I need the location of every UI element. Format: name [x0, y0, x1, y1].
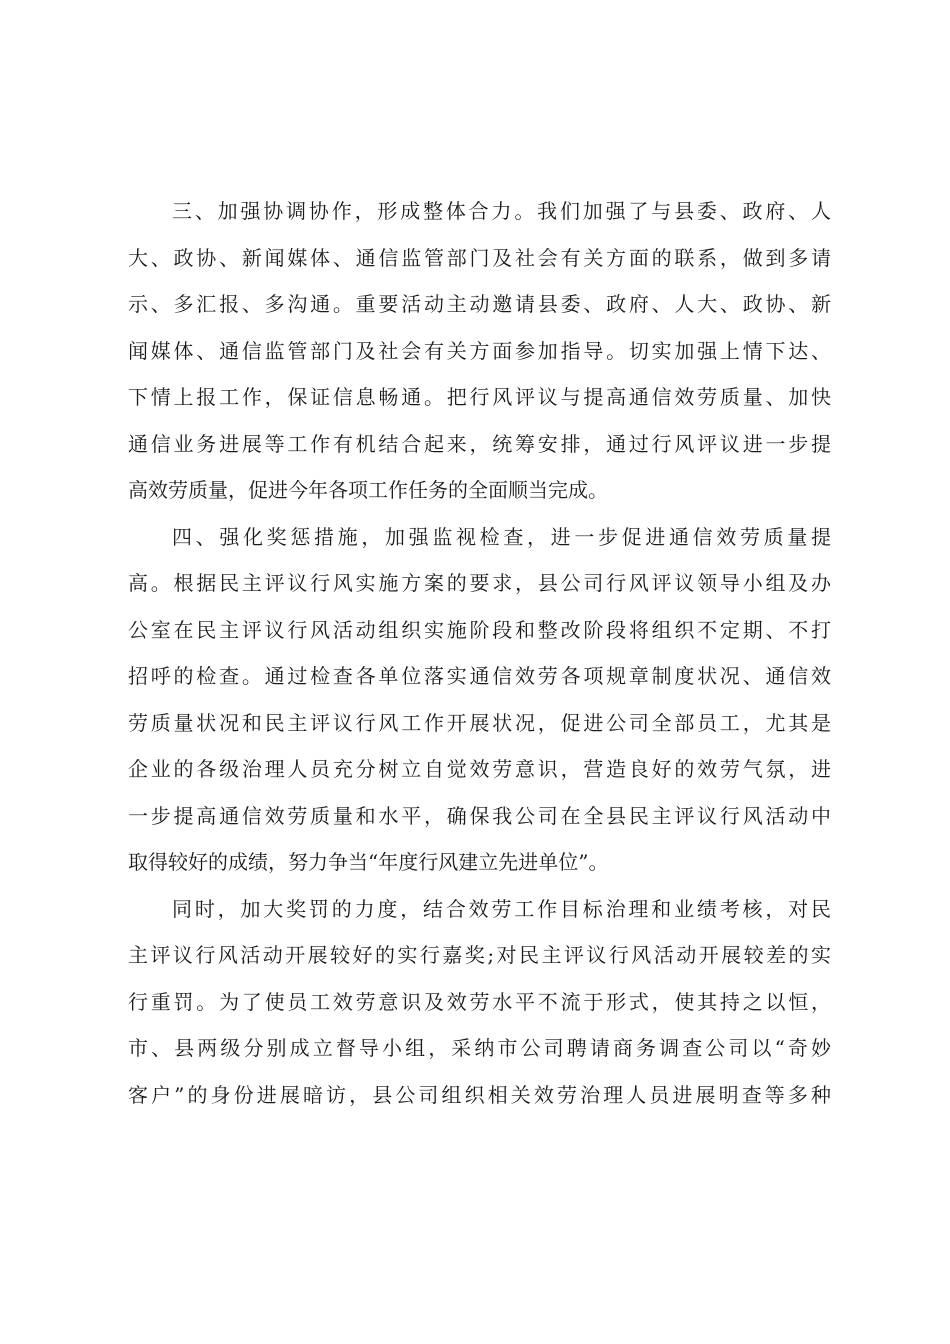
text-line: 企业的各级治理人员充分树立自觉效劳意识，营造良好的效劳气氛，进: [128, 757, 831, 781]
paragraph-section-3: [128, 188, 831, 514]
text-line: 行重罚。为了使员工效劳意识及效劳水平不流于形式，使其持之以恒，: [128, 989, 831, 1014]
text-line: 高效劳质量，促进今年各项工作任务的全面顺当完成。: [128, 478, 608, 502]
text-line: 大、政协、新闻媒体、通信监管部门及社会有关方面的联系，做到多请: [128, 245, 831, 270]
document-body: [128, 188, 831, 1118]
text-line: 同时，加大奖罚的力度，结合效劳工作目标治理和业绩考核，对民: [172, 896, 831, 921]
text-line: 公室在民主评议行风活动组织实施阶段和整改阶段将组织不定期、不打: [128, 617, 831, 642]
text-line: 下情上报工作，保证信息畅通。把行风评议与提高通信效劳质量、加快: [128, 385, 831, 409]
text-line: 一步提高通信效劳质量和水平，确保我公司在全县民主评议行风活动中: [128, 803, 831, 828]
text-line: 主评议行风活动开展较好的实行嘉奖;对民主评议行风活动开展较差的实: [128, 943, 831, 967]
text-line: 示、多汇报、多沟通。重要活动主动邀请县委、政府、人大、政协、新: [128, 292, 831, 316]
text-line: 劳质量状况和民主评议行风工作开展状况，促进公司全部员工，尤其是: [128, 710, 831, 735]
paragraph-section-4: [128, 514, 831, 886]
text-line: 三、加强协调协作，形成整体合力。我们加强了与县委、政府、人: [172, 199, 831, 223]
text-line: 客户”的身份进展暗访，县公司组织相关效劳治理人员进展明查等多种: [128, 1082, 831, 1107]
text-line: 招呼的检查。通过检查各单位落实通信效劳各项规章制度状况、通信效: [128, 664, 831, 688]
text-line: 取得较好的成绩，努力争当“年度行风建立先进单位”。: [128, 850, 609, 874]
text-line: 通信业务进展等工作有机结合起来，统筹安排，通过行风评议进一步提: [128, 431, 831, 456]
text-line: 高。根据民主评议行风实施方案的要求，县公司行风评议领导小组及办: [128, 571, 831, 595]
text-line: 市、县两级分别成立督导小组，采纳市公司聘请商务调查公司以“奇妙: [128, 1036, 831, 1060]
text-line: 四、强化奖惩措施，加强监视检查，进一步促进通信效劳质量提: [172, 524, 831, 549]
text-line: 闻媒体、通信监管部门及社会有关方面参加指导。切实加强上情下达、: [128, 338, 831, 363]
paragraph-meanwhile: [128, 886, 831, 1119]
